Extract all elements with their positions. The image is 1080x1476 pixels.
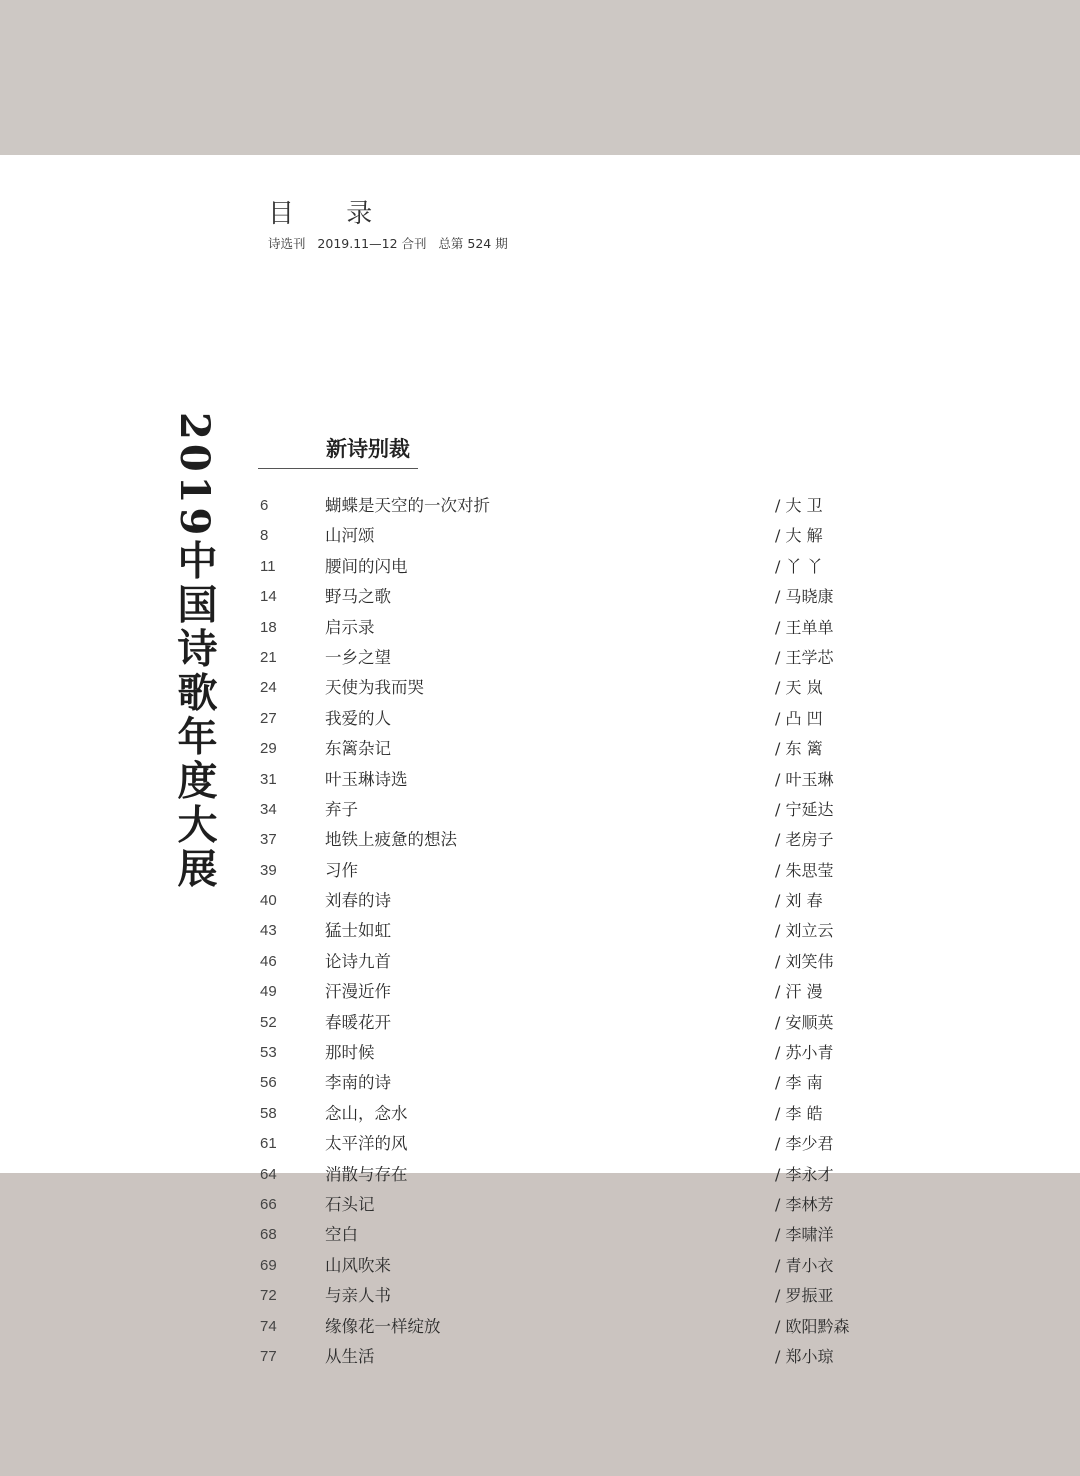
toc-entry[interactable]: [258, 1008, 898, 1038]
toc-entry[interactable]: [258, 1099, 898, 1129]
toc-page-number: 8: [260, 527, 269, 545]
toc-entry[interactable]: [258, 947, 898, 977]
toc-title: 东篱杂记: [325, 739, 391, 759]
toc-title: 李南的诗: [325, 1073, 391, 1093]
toc-page-number: 77: [260, 1347, 277, 1365]
toc-entry[interactable]: [258, 704, 898, 734]
toc-title: 山风吹来: [325, 1255, 391, 1275]
toc-title: 弃子: [325, 799, 358, 819]
toc-entry[interactable]: [258, 1160, 898, 1190]
top-background-band: [0, 0, 1080, 155]
toc-entry[interactable]: [258, 886, 898, 916]
toc-page-number: 24: [260, 679, 277, 697]
toc-author: / 欧阳黔森: [775, 1316, 850, 1336]
toc-page-number: 53: [260, 1044, 277, 1062]
toc-author: / 李永才: [775, 1164, 834, 1184]
toc-author: / 刘立云: [775, 921, 834, 941]
toc-author: / 老房子: [775, 830, 834, 850]
toc-page-number: 49: [260, 983, 277, 1001]
toc-page-number: 74: [260, 1317, 277, 1335]
toc-author: / 刘 春: [775, 891, 823, 911]
toc-entry[interactable]: [258, 521, 898, 551]
toc-author: / 大 解: [775, 526, 823, 546]
vertical-issue-title: [170, 412, 218, 891]
toc-author: / 苏小青: [775, 1043, 834, 1063]
toc-page-number: 11: [260, 557, 276, 575]
toc-page-number: 56: [260, 1074, 277, 1092]
toc-author: / 王学芯: [775, 647, 834, 667]
toc-title: 猛士如虹: [325, 921, 391, 941]
toc-title: 那时候: [325, 1043, 375, 1063]
toc-entry[interactable]: [258, 734, 898, 764]
toc-author: / 刘笑伟: [775, 951, 834, 971]
toc-author: / 青小衣: [775, 1255, 834, 1275]
toc-page-number: 21: [260, 648, 277, 666]
page-title: 目 录: [268, 199, 395, 229]
toc-title: 与亲人书: [325, 1286, 391, 1306]
toc-page-number: 29: [260, 740, 277, 758]
toc-page-number: 40: [260, 892, 277, 910]
toc-entry[interactable]: [258, 613, 898, 643]
toc-title: 地铁上疲惫的想法: [325, 830, 457, 850]
toc-author: / 李林芳: [775, 1194, 834, 1214]
toc-entry[interactable]: [258, 977, 898, 1007]
toc-author: / 李 南: [775, 1073, 823, 1093]
toc-title: 消散与存在: [325, 1164, 408, 1184]
toc-title: 叶玉琳诗选: [325, 769, 408, 789]
toc-author: / 凸 凹: [775, 708, 823, 728]
toc-page-number: 31: [260, 770, 277, 788]
toc-author: / 李 皓: [775, 1103, 823, 1123]
toc-author: / 李少君: [775, 1134, 834, 1154]
toc-page-number: 68: [260, 1226, 277, 1244]
toc-title: 从生活: [325, 1346, 375, 1366]
toc-entry[interactable]: [258, 1220, 898, 1250]
toc-page-number: 58: [260, 1104, 277, 1122]
toc-author: / 罗振亚: [775, 1286, 834, 1306]
toc-title: 缘像花一样绽放: [325, 1316, 441, 1336]
toc-page-number: 37: [260, 831, 277, 849]
toc-title: 蝴蝶是天空的一次对折: [325, 496, 490, 515]
toc-page-number: 6: [260, 497, 269, 514]
toc-entry[interactable]: [258, 1190, 898, 1220]
toc-page-number: 14: [260, 588, 277, 606]
toc-title: 一乡之望: [325, 647, 391, 667]
toc-entry[interactable]: [258, 825, 898, 855]
toc-page-number: 64: [260, 1165, 277, 1183]
section-divider: [258, 468, 418, 469]
toc-page-number: 52: [260, 1013, 277, 1031]
toc-author: / 东 篱: [775, 739, 823, 759]
toc-author: / 宁延达: [775, 799, 834, 819]
toc-author: / 大 卫: [775, 496, 823, 515]
toc-page-number: 61: [260, 1135, 277, 1153]
toc-entry[interactable]: [258, 673, 898, 703]
toc-title: 腰间的闪电: [325, 556, 408, 576]
toc-title: 太平洋的风: [325, 1134, 408, 1154]
toc-author: / 郑小琼: [775, 1346, 834, 1366]
toc-page-number: 39: [260, 861, 277, 879]
toc-entry[interactable]: [258, 1281, 898, 1311]
toc-title: 习作: [325, 860, 358, 880]
toc-title: 春暖花开: [325, 1012, 391, 1032]
toc-page-number: 46: [260, 952, 277, 970]
toc-title: 石头记: [325, 1194, 375, 1214]
toc-page-number: 66: [260, 1195, 277, 1213]
toc-entry[interactable]: [258, 491, 898, 521]
toc-title: 论诗九首: [325, 951, 391, 971]
toc-author: / 朱思莹: [775, 860, 834, 880]
toc-entry[interactable]: [258, 765, 898, 795]
toc-entry[interactable]: [258, 552, 898, 582]
toc-title: 我爱的人: [325, 708, 391, 728]
toc-page-number: 34: [260, 800, 277, 818]
toc-page-number: 18: [260, 618, 277, 636]
toc-author: / 安顺英: [775, 1012, 834, 1032]
toc-title: 念山，念水: [325, 1103, 408, 1123]
toc-page-number: 43: [260, 922, 277, 940]
toc-entry[interactable]: [258, 1068, 898, 1098]
toc-author: / 李啸洋: [775, 1225, 834, 1245]
toc-author: / 丫 丫: [775, 556, 823, 576]
toc-page-number: 72: [260, 1287, 277, 1305]
issue-info: 诗选刊 2019.11—12 合刊 总第 524 期: [268, 236, 508, 251]
toc-author: / 叶玉琳: [775, 769, 834, 789]
toc-entry[interactable]: [258, 1038, 898, 1068]
toc-author: / 王单单: [775, 617, 834, 637]
toc-page-number: 69: [260, 1256, 277, 1274]
toc-entry[interactable]: [258, 1342, 898, 1372]
toc-author: / 马晓康: [775, 587, 834, 607]
toc-entry[interactable]: [258, 1251, 898, 1281]
toc-author: / 天 岚: [775, 678, 823, 698]
toc-title: 刘春的诗: [325, 891, 391, 911]
toc-title: 汗漫近作: [325, 982, 391, 1002]
toc-entry[interactable]: [258, 643, 898, 673]
toc-entry[interactable]: [258, 856, 898, 886]
toc-title: 天使为我而哭: [325, 678, 424, 698]
vertical-title-year: 2019: [171, 412, 218, 540]
toc-title: 启示录: [325, 617, 375, 637]
vertical-title-text: 中国诗歌年度大展: [171, 539, 218, 892]
toc-page-number: 27: [260, 709, 277, 727]
toc-entry[interactable]: [258, 1312, 898, 1342]
toc-title: 空白: [325, 1225, 358, 1245]
toc-entry[interactable]: [258, 582, 898, 612]
toc-entry[interactable]: [258, 795, 898, 825]
section-heading: 新诗别裁: [326, 436, 410, 461]
toc-title: 野马之歌: [325, 587, 391, 607]
toc-entry[interactable]: [258, 916, 898, 946]
toc-author: / 汗 漫: [775, 982, 823, 1002]
toc-title: 山河颂: [325, 526, 375, 546]
toc-entry[interactable]: [258, 1129, 898, 1159]
table-of-contents: [258, 491, 898, 1372]
